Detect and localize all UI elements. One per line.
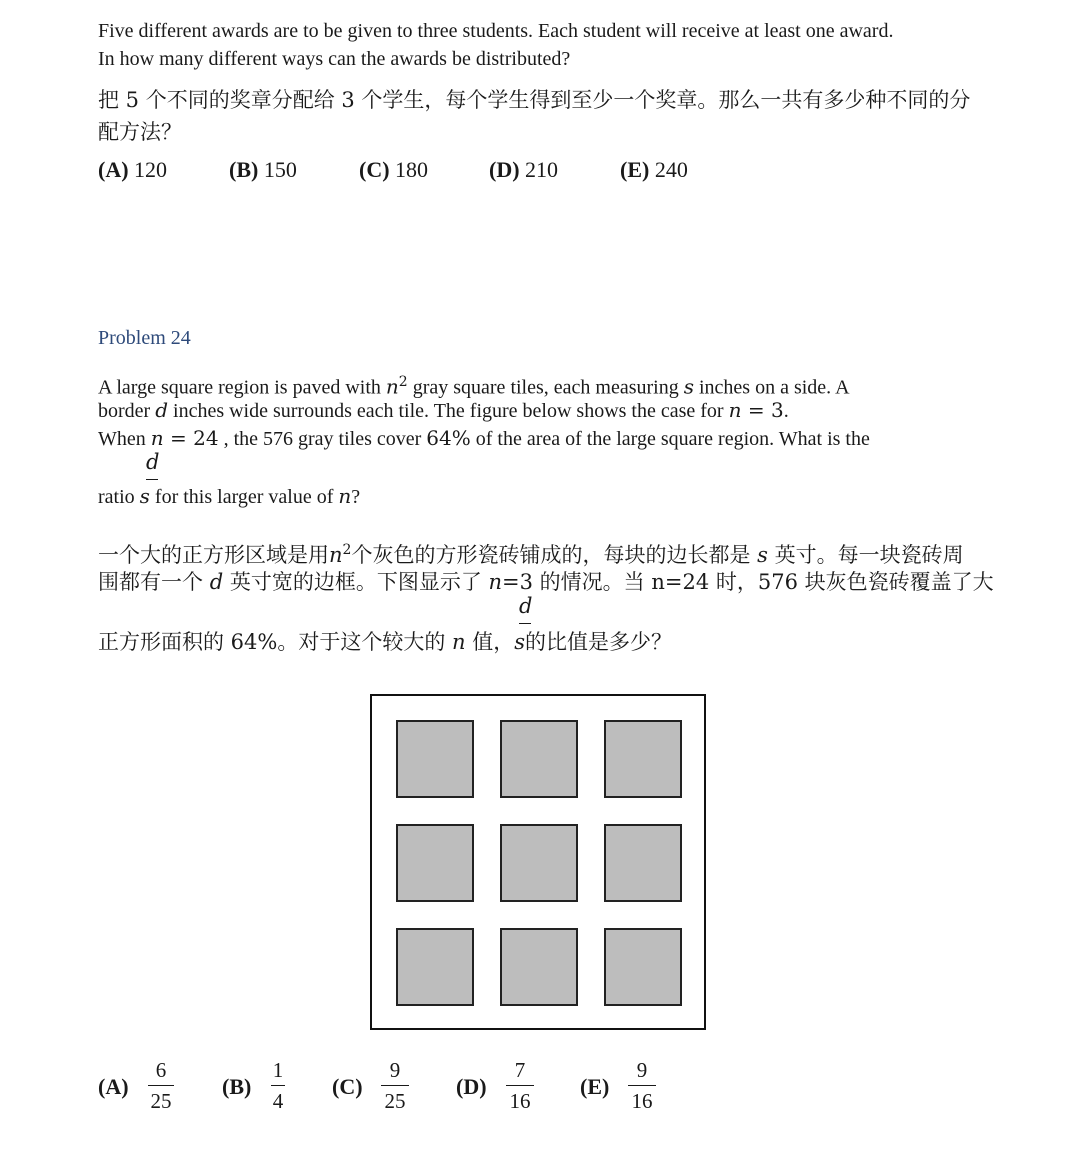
gray-tile <box>604 720 682 798</box>
p23-question-en-line2: In how many different ways can the awards be distributed? <box>98 48 571 70</box>
p23-question-zh-line1: 把 5 个不同的奖章分配给 3 个学生，每个学生得到至少一个奖章。那么一共有多少种不同的分 <box>98 88 971 112</box>
gray-tile <box>500 824 578 902</box>
gray-tile <box>396 928 474 1006</box>
p24-en-line4: ratio s for this larger value of n? <box>98 484 361 508</box>
gray-tile <box>500 720 578 798</box>
p23-choice-b: (B) 150 <box>229 157 297 182</box>
p23-question-zh-line2: 配方法？ <box>98 120 182 144</box>
p24-choice-d-fraction: 7 16 <box>506 1058 534 1113</box>
p24-choice-e-fraction: 9 16 <box>628 1058 656 1113</box>
p24-zh-line1: 一个大的正方形区域是用$n^2$个灰色的方形瓷砖铺成的，每块的边长都是 s 英寸。每一块瓷砖周 <box>98 542 964 567</box>
ratio-fraction-bar <box>146 479 158 480</box>
gray-tile <box>396 824 474 902</box>
p24-choice-b-fraction: 1 4 <box>272 1058 284 1113</box>
p24-choice-c-fraction: 9 25 <box>381 1058 409 1113</box>
gray-tile <box>604 928 682 1006</box>
p23-choice-e: (E) 240 <box>620 157 688 182</box>
p24-zh-line2: 围都有一个 d 英寸宽的边框。下图显示了 n=3 的情况。当 n=24 时，576 块灰色瓷砖覆盖了大 <box>98 570 994 594</box>
p23-question-en-line1: Five different awards are to be given to three students. Each student will receive at least one award. <box>98 20 894 42</box>
gray-tile <box>500 928 578 1006</box>
p23-choice-a: (A) 120 <box>98 157 168 182</box>
p24-choice-b-letter: (B) <box>222 1074 252 1099</box>
p24-choice-a-fraction: 6 25 <box>148 1058 174 1113</box>
ratio-numerator-d: d <box>146 450 160 474</box>
problem-heading: Problem 24 <box>98 327 191 349</box>
gray-tile <box>396 720 474 798</box>
p23-choice-c: (C) 180 <box>359 157 429 182</box>
zh-ratio-fraction-bar <box>519 623 531 624</box>
zh-ratio-numerator-d: d <box>519 594 533 618</box>
p24-choice-d-letter: (D) <box>456 1074 487 1099</box>
tile-grid-figure <box>370 694 706 1030</box>
p24-choice-c-letter: (C) <box>332 1074 363 1099</box>
p24-en-line1: A large square region is paved with $n^2$ gray square tiles, each measuring s inches on a side. A <box>98 374 850 399</box>
p24-choice-a-letter: (A) <box>98 1074 129 1099</box>
p24-en-line2: border d inches wide surrounds each tile. The figure below shows the case for n = 3. <box>98 398 789 422</box>
p24-zh-line3: 正方形面积的 64%。对于这个较大的 n 值，s的比值是多少？ <box>98 630 673 654</box>
p24-choice-e-letter: (E) <box>580 1074 610 1099</box>
p23-choice-d: (D) 210 <box>489 157 559 182</box>
p24-en-line3: When n = 24 , the 576 gray tiles cover 64% of the area of the large square region. What is the <box>98 426 870 450</box>
gray-tile <box>604 824 682 902</box>
